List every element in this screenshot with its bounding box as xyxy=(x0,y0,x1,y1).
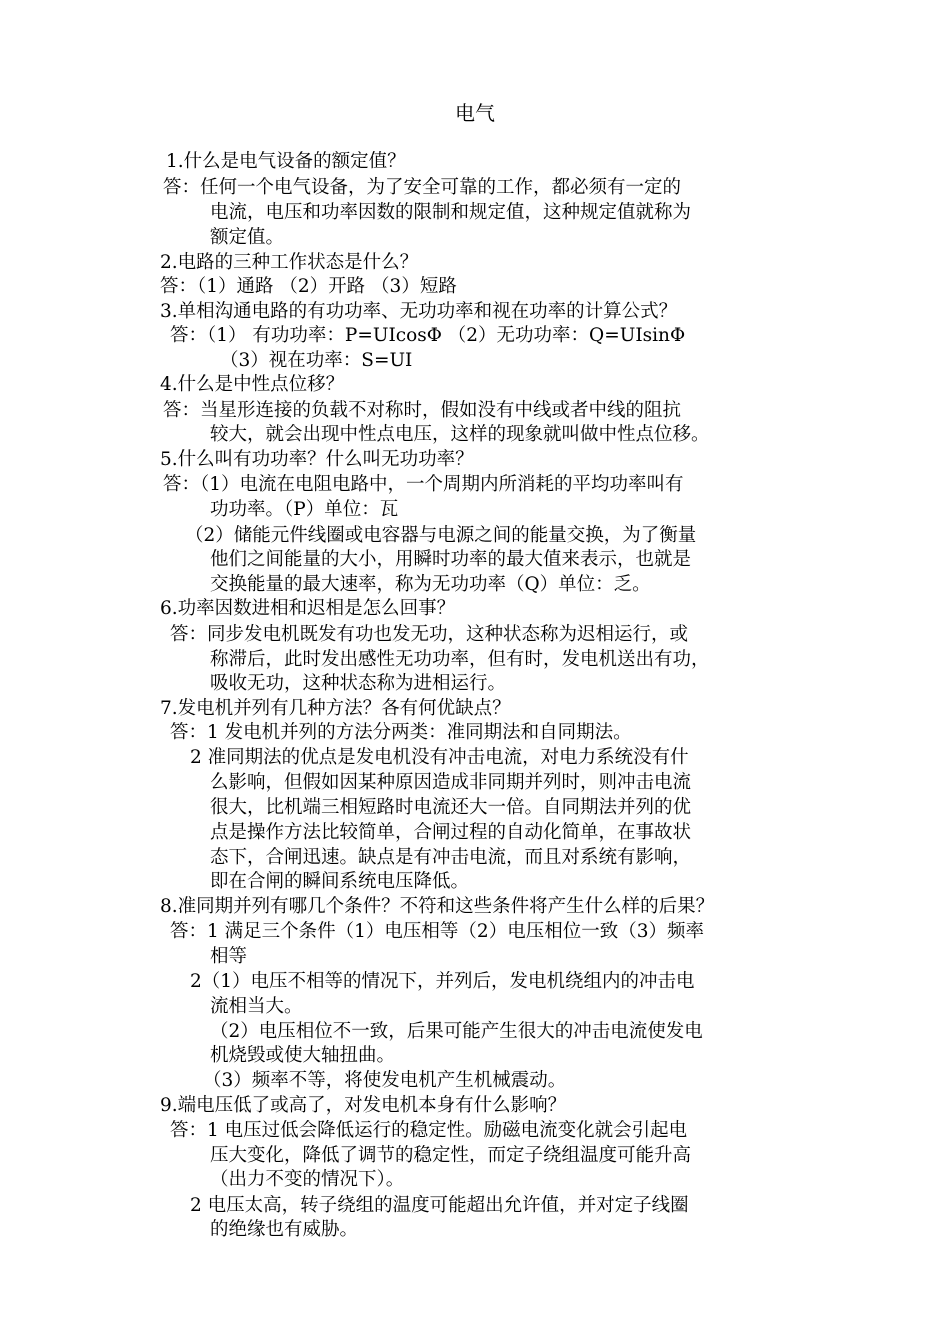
answer-9-line-4: 2 电压太高，转子绕组的温度可能超出允许值，并对定子线圈 xyxy=(190,1195,689,1216)
answer-8-line-2: 相等 xyxy=(210,946,248,967)
answer-8-line-6: 机烧毁或使大轴扭曲。 xyxy=(210,1045,396,1066)
question-1: 1.什么是电气设备的额定值？ xyxy=(166,151,406,172)
answer-3-line-2: （3）视在功率：S=UI xyxy=(220,350,413,371)
question-7: 7.发电机并列有几种方法？各有何优缺点？ xyxy=(160,698,511,719)
answer-5-line-3: （2）储能元件线圈或电容器与电源之间的能量交换，为了衡量 xyxy=(185,525,697,546)
answer-7-line-5: 点是操作方法比较简单，合闸过程的自动化简单，在事故状 xyxy=(210,822,692,843)
answer-4-line-2: 较大，就会出现中性点电压，这样的现象就叫做中性点位移。 xyxy=(210,424,710,445)
answer-8-line-7: （3）频率不等，将使发电机产生机械震动。 xyxy=(203,1070,567,1091)
answer-8-line-1: 答：1 满足三个条件（1）电压相等（2）电压相位一致（3）频率 xyxy=(170,921,704,942)
answer-7-line-2: 2 准同期法的优点是发电机没有冲击电流，对电力系统没有什 xyxy=(190,747,689,768)
answer-1-line-2: 电流，电压和功率因数的限制和规定值，这种规定值就称为 xyxy=(210,202,692,223)
question-5: 5.什么叫有功功率？什么叫无功功率？ xyxy=(160,449,474,470)
answer-9-line-2: 压大变化，降低了调节的稳定性，而定子绕组温度可能升高 xyxy=(210,1145,692,1166)
answer-7-line-3: 么影响，但假如因某种原因造成非同期并列时，则冲击电流 xyxy=(210,772,692,793)
question-3: 3.单相沟通电路的有功功率、无功功率和视在功率的计算公式？ xyxy=(160,301,678,322)
answer-5-line-1: 答：（1）电流在电阻电路中，一个周期内所消耗的平均功率叫有 xyxy=(163,474,684,495)
answer-1-line-3: 额定值。 xyxy=(210,227,285,248)
document-title: 电气 xyxy=(455,101,495,125)
question-9: 9.端电压低了或高了，对发电机本身有什么影响？ xyxy=(160,1095,567,1116)
answer-6-line-2: 称滞后，此时发出感性无功功率，但有时，发电机送出有功， xyxy=(210,649,710,670)
answer-7-line-4: 很大，比机端三相短路时电流还大一倍。自同期法并列的优 xyxy=(210,797,692,818)
answer-7-line-7: 即在合闸的瞬间系统电压降低。 xyxy=(210,871,470,892)
answer-2: 答：（1）通路 （2）开路 （3）短路 xyxy=(160,276,457,297)
question-4: 4.什么是中性点位移？ xyxy=(160,374,345,395)
answer-9-line-1: 答：1 电压过低会降低运行的稳定性。励磁电流变化就会引起电 xyxy=(170,1120,688,1141)
answer-6-line-3: 吸收无功，这种状态称为进相运行。 xyxy=(210,673,507,694)
question-6: 6.功率因数进相和迟相是怎么回事？ xyxy=(160,598,456,619)
answer-5-line-4: 他们之间能量的大小，用瞬时功率的最大值来表示，也就是 xyxy=(210,549,692,570)
answer-5-line-5: 交换能量的最大速率，称为无功功率（Q）单位：乏。 xyxy=(210,574,651,595)
question-2: 2.电路的三种工作状态是什么？ xyxy=(160,252,419,273)
answer-5-line-2: 功功率。（P）单位：瓦 xyxy=(210,499,399,520)
answer-8-line-3: 2（1）电压不相等的情况下，并列后，发电机绕组内的冲击电 xyxy=(190,971,695,992)
answer-8-line-5: （2）电压相位不一致，后果可能产生很大的冲击电流使发电 xyxy=(210,1021,703,1042)
answer-7-line-1: 答：1 发电机并列的方法分两类：准同期法和自同期法。 xyxy=(170,722,632,743)
answer-3-line-1: 答：（1） 有功功率：P=UIcosΦ （2）无功功率：Q=UIsinΦ xyxy=(170,325,686,346)
answer-1-line-1: 答：任何一个电气设备，为了安全可靠的工作，都必须有一定的 xyxy=(163,177,682,198)
answer-4-line-1: 答：当星形连接的负载不对称时，假如没有中线或者中线的阻抗 xyxy=(163,400,682,421)
answer-9-line-5: 的绝缘也有威胁。 xyxy=(210,1219,359,1240)
question-8: 8.准同期并列有哪几个条件？不符和这些条件将产生什么样的后果？ xyxy=(160,896,715,917)
answer-8-line-4: 流相当大。 xyxy=(210,996,303,1017)
answer-6-line-1: 答：同步发电机既发有功也发无功，这种状态称为迟相运行，或 xyxy=(170,624,689,645)
answer-9-line-3: （出力不变的情况下）。 xyxy=(210,1169,405,1190)
answer-7-line-6: 态下，合闸迅速。缺点是有冲击电流，而且对系统有影响， xyxy=(210,847,692,868)
